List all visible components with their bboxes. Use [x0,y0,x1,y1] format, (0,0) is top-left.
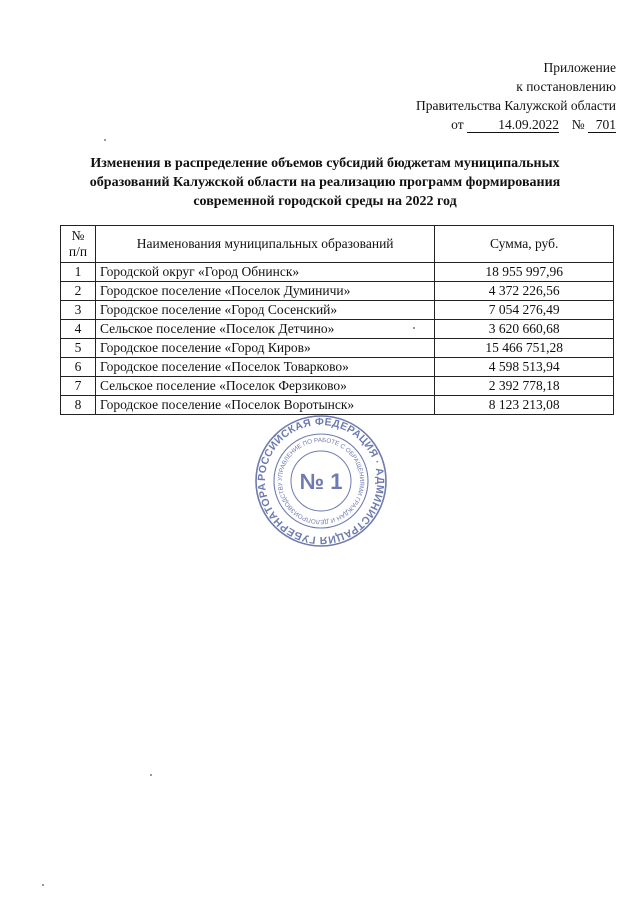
scan-speck [104,139,106,141]
column-header-name: Наименования муниципальных образований [95,226,434,263]
title-line-1: Изменения в распределение объемов субсидий бюджетам муниципальных [90,156,560,171]
subsidy-table [60,225,614,415]
row-num: 2 [61,282,96,301]
row-sum: 4 598 513,94 [435,358,614,377]
document-title [60,154,590,211]
row-num: 7 [61,377,96,396]
seal-icon [254,414,388,548]
appendix-label: Приложение [543,60,616,75]
row-num: 1 [61,263,96,282]
title-line-3: современной городской среды на 2022 год [193,194,457,209]
table-row [61,339,614,358]
table-row [61,301,614,320]
svg-text:УПРАВЛЕНИЕ ПО РАБОТЕ С ОБРАЩЕН: УПРАВЛЕНИЕ ПО РАБОТЕ С ОБРАЩЕНИЯМИ ГРАЖДАН И ДЕЛОПРОИЗВОДСТВУ [276,436,366,526]
government-label: Правительства Калужской области [415,98,616,113]
row-num: 4 [61,320,96,339]
scan-speck [42,884,44,886]
row-sum: 3 620 660,68 [435,320,614,339]
table-row [61,263,614,282]
from-label: от [451,117,464,132]
official-seal [254,414,388,548]
row-num: 8 [61,396,96,415]
document-header [416,58,616,134]
table-row [61,377,614,396]
row-num: 5 [61,339,96,358]
row-name: Городское поселение «Город Киров» [95,339,434,358]
order-number: 701 [588,117,616,133]
row-name: Городское поселение «Поселок Товарково» [95,358,434,377]
row-sum: 8 123 213,08 [435,396,614,415]
table-row [61,358,614,377]
row-sum: 15 466 751,28 [435,339,614,358]
column-header-num: № п/п [61,226,96,263]
table-row [61,320,614,339]
resolution-label: к постановлению [516,79,616,94]
row-sum: 7 054 276,49 [435,301,614,320]
row-sum: 2 392 778,18 [435,377,614,396]
number-label: № [571,117,585,132]
row-name: Городской округ «Город Обнинск» [95,263,434,282]
title-line-2: образований Калужской области на реализацию программ формирования [89,175,561,190]
table-row [61,396,614,415]
row-sum: 18 955 997,96 [435,263,614,282]
row-name: Сельское поселение «Поселок Детчино» [95,320,434,339]
table-header-row [61,226,614,263]
scan-speck [150,774,152,776]
row-name: Городское поселение «Город Сосенский» [95,301,434,320]
row-num: 6 [61,358,96,377]
svg-text:РОССИЙСКАЯ ФЕДЕРАЦИЯ · АДМИНИС: РОССИЙСКАЯ ФЕДЕРАЦИЯ · АДМИНИСТРАЦИЯ ГУБЕРНАТОРА [255,415,387,547]
order-date: 14.09.2022 [467,117,559,133]
table-row [61,282,614,301]
row-num: 3 [61,301,96,320]
row-name: Городское поселение «Поселок Думиничи» [95,282,434,301]
row-sum: 4 372 226,56 [435,282,614,301]
scan-speck [413,327,415,329]
row-name: Сельское поселение «Поселок Ферзиково» [95,377,434,396]
row-name: Городское поселение «Поселок Воротынск» [95,396,434,415]
order-line [416,115,616,134]
column-header-sum: Сумма, руб. [435,226,614,263]
svg-text:№ 1: № 1 [299,469,343,494]
